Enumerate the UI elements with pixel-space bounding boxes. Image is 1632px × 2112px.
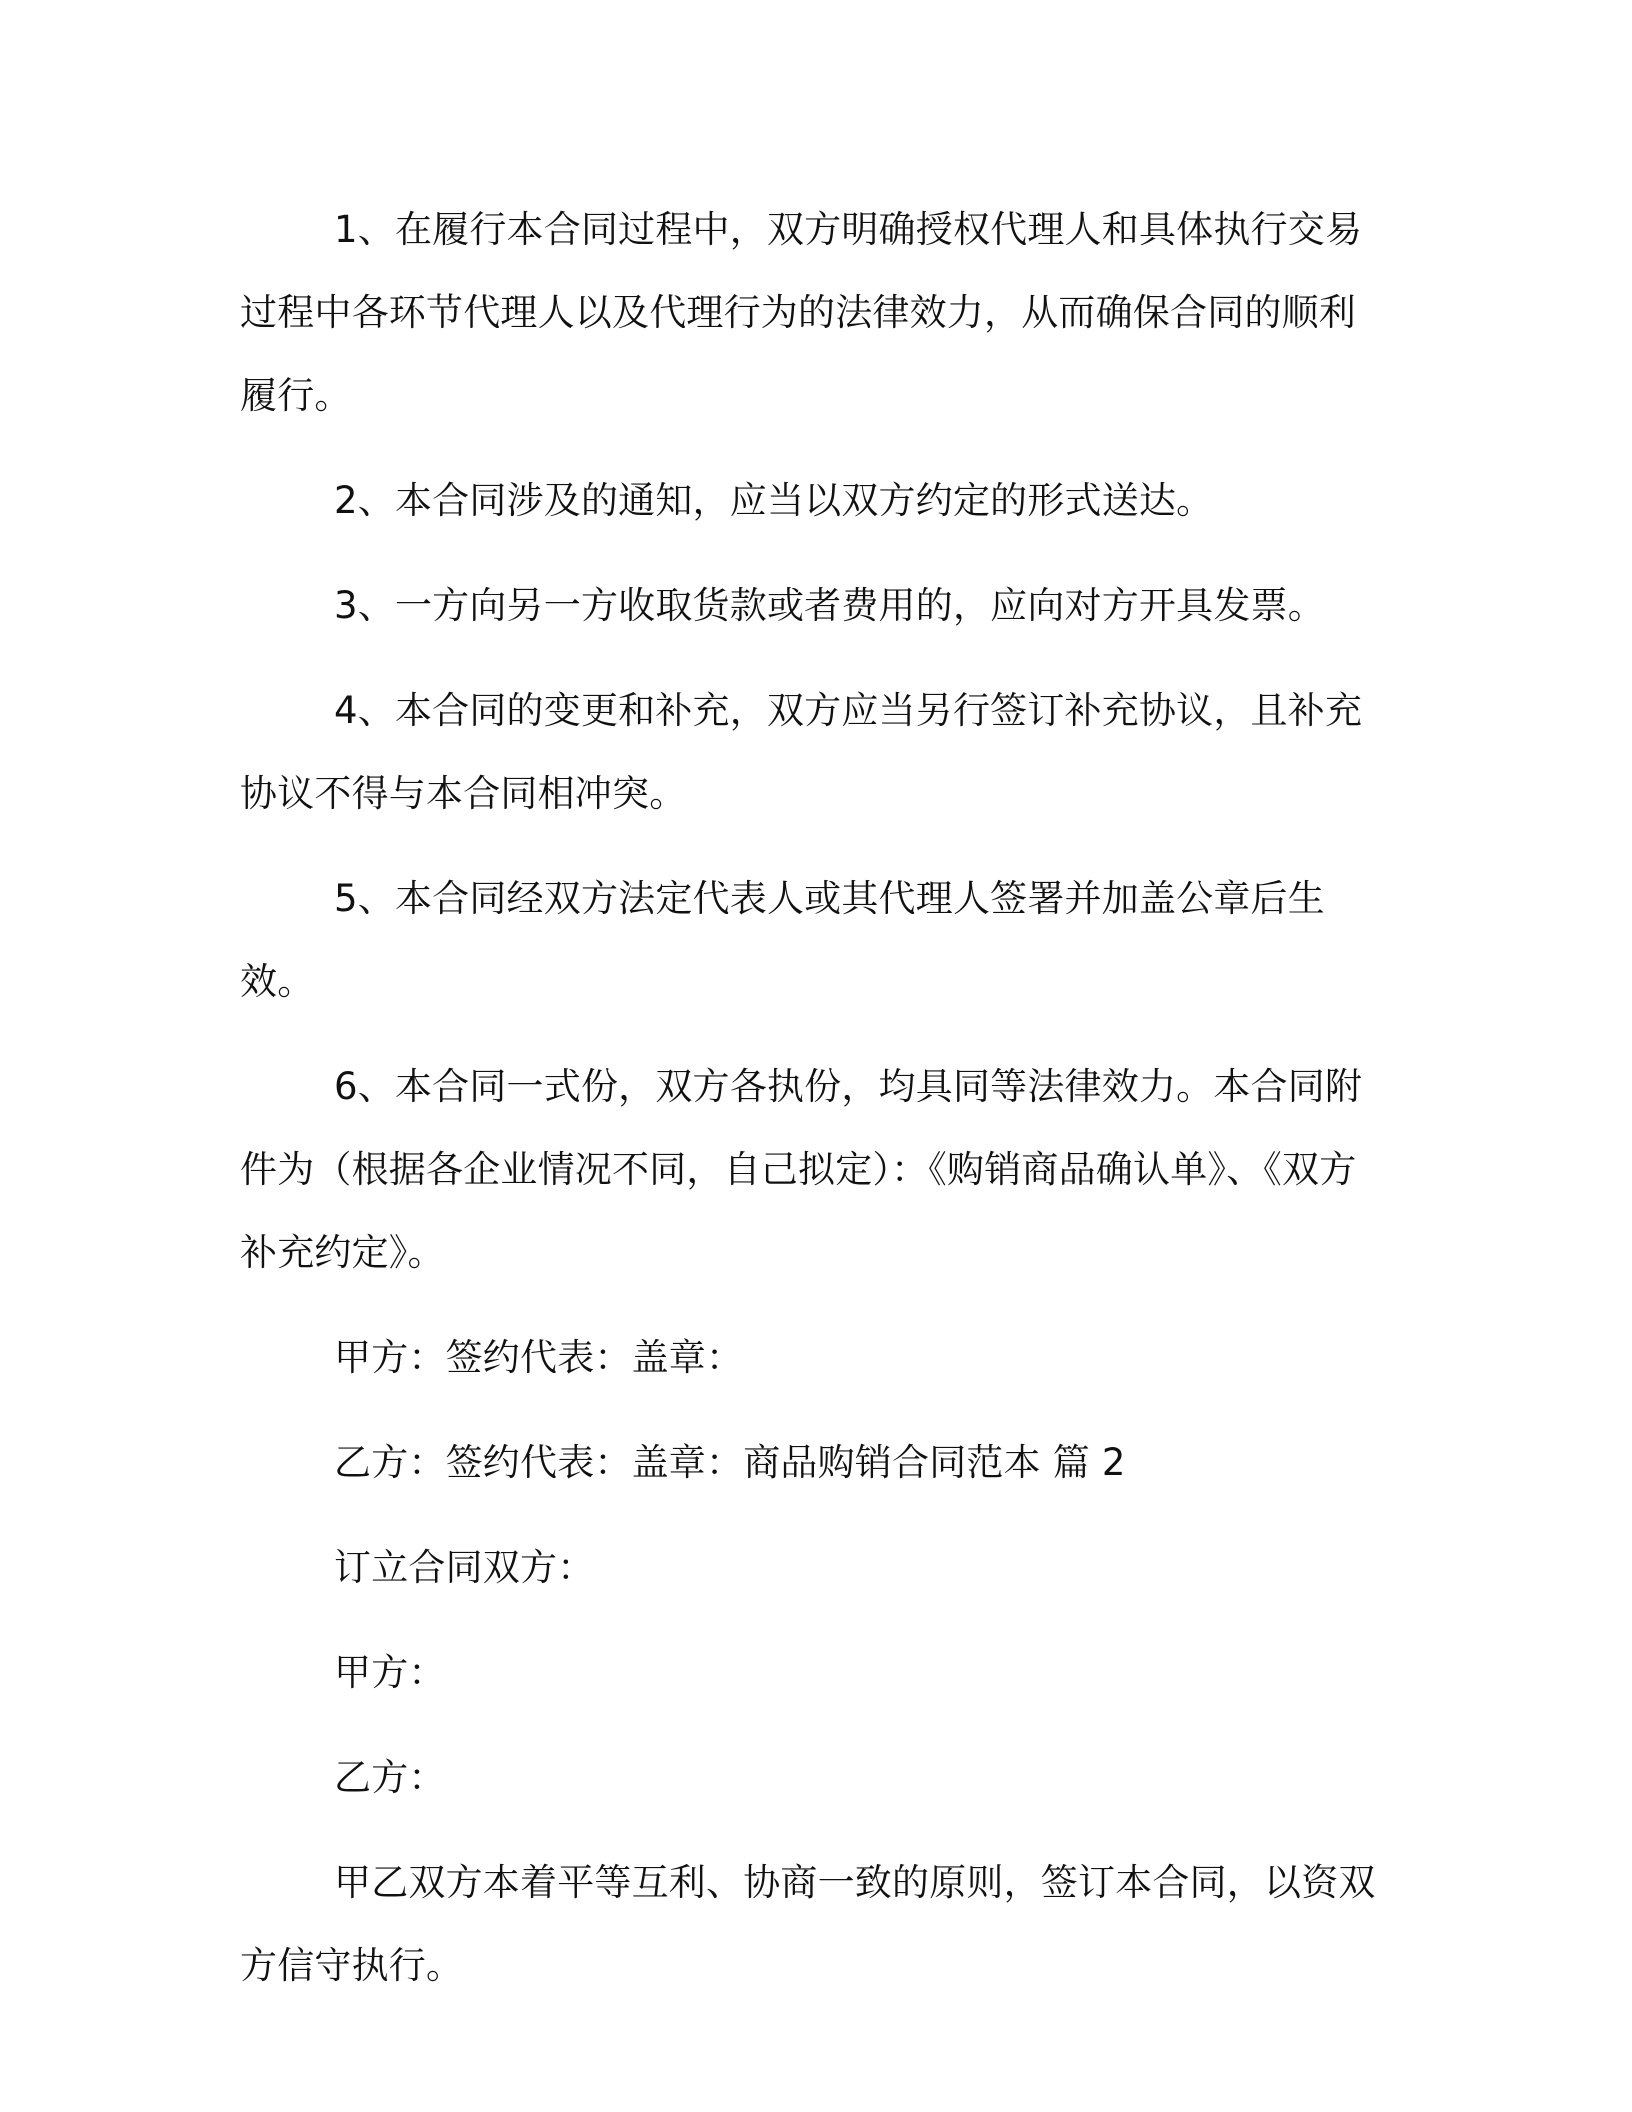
document-body (240, 188, 1390, 2007)
party-a-signature-line: 甲方：签约代表：盖章： (334, 1336, 744, 1379)
clause-2-paragraph: 2、本合同涉及的通知，应当以双方约定的形式送达。 (334, 479, 1214, 522)
party-b-signature-line: 乙方：签约代表：盖章：商品购销合同范本 篇 2 (334, 1441, 1126, 1484)
paragraph-gap (240, 1504, 1390, 1526)
party-b-line: 乙方： (334, 1756, 446, 1799)
paragraph-gap (240, 437, 1390, 459)
paragraph-gap (240, 647, 1390, 669)
agreement-principle-paragraph: 甲乙双方本着平等互利、协商一致的原则，签订本合同，以资双方信守执行。 (240, 1861, 1376, 1987)
clause-4-paragraph: 4、本合同的变更和补充，双方应当另行签订补充协议，且补充协议不得与本合同相冲突。 (240, 689, 1363, 815)
clause-3-paragraph: 3、一方向另一方收取货款或者费用的，应向对方开具发票。 (334, 584, 1325, 627)
paragraph-gap (240, 1399, 1390, 1421)
paragraph-gap (240, 835, 1390, 857)
clause-6-paragraph: 6、本合同一式份，双方各执份，均具同等法律效力。本合同附件为（根据各企业情况不同，自己拟定）：《购销商品确认单》、《双方补充约定》。 (240, 1065, 1363, 1274)
paragraph-gap (240, 1294, 1390, 1316)
party-a-line: 甲方： (334, 1651, 446, 1694)
clause-5-paragraph: 5、本合同经双方法定代表人或其代理人签署并加盖公章后生效。 (240, 877, 1325, 1003)
paragraph-gap (240, 1714, 1390, 1736)
contracting-parties-heading: 订立合同双方： (334, 1546, 595, 1589)
paragraph-gap (240, 1023, 1390, 1045)
paragraph-gap (240, 542, 1390, 564)
paragraph-gap (240, 1609, 1390, 1631)
clause-1-paragraph: 1、在履行本合同过程中，双方明确授权代理人和具体执行交易过程中各环节代理人以及代理行为的法律效力，从而确保合同的顺利履行。 (240, 208, 1363, 417)
paragraph-gap (240, 1819, 1390, 1841)
